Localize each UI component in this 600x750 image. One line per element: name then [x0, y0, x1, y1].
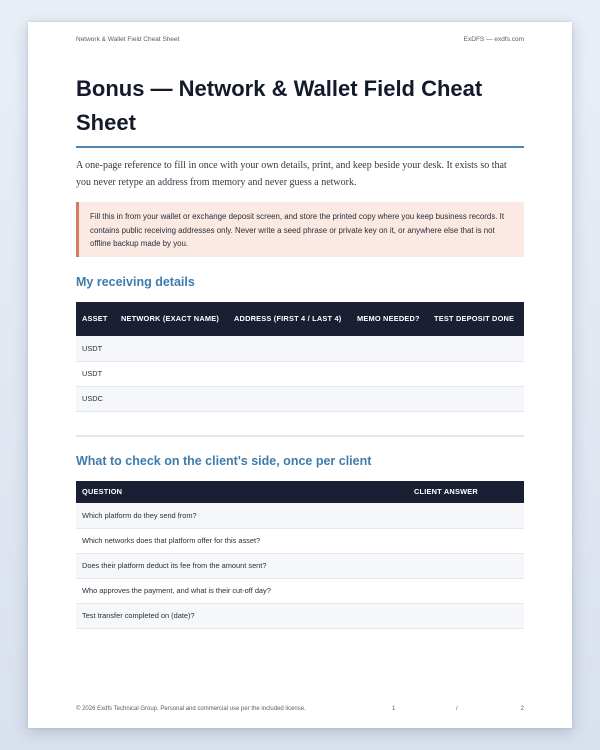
column-header: ASSET	[76, 302, 115, 336]
address-cell	[228, 386, 351, 411]
question-cell: Who approves the payment, and what is their cut-off day?	[76, 578, 408, 603]
memo-cell	[351, 386, 428, 411]
answer-cell	[408, 578, 524, 603]
question-cell: Test transfer completed on (date)?	[76, 603, 408, 628]
asset-cell	[76, 411, 115, 436]
network-cell	[115, 411, 228, 436]
address-cell	[228, 336, 351, 361]
section-divider	[76, 435, 524, 436]
answer-cell	[408, 528, 524, 553]
column-header: TEST DEPOSIT DONE	[428, 302, 524, 336]
answer-cell	[408, 503, 524, 528]
asset-cell: USDC	[76, 386, 115, 411]
question-cell: Which platform do they send from?	[76, 503, 408, 528]
address-cell	[228, 361, 351, 386]
memo-cell	[351, 336, 428, 361]
receiving-details-table	[76, 302, 524, 437]
section-heading-receiving: My receiving details	[76, 275, 195, 289]
table-row	[76, 361, 524, 386]
intro-paragraph: A one-page reference to fill in once with your own details, print, and keep beside your desk. It exists so that you never retype an address from memory and never guess a network.	[76, 160, 507, 188]
table-row	[76, 386, 524, 411]
table-row	[76, 503, 524, 528]
question-cell: Does their platform deduct its fee from the amount sent?	[76, 553, 408, 578]
table-header-row	[76, 302, 524, 336]
header-site: ExDFS — exdfs.com	[463, 36, 524, 43]
section-heading-client-checks: What to check on the client's side, once per client	[76, 454, 372, 468]
warning-callout: Fill this in from your wallet or exchange deposit screen, and store the printed copy where you keep business records. It contains public receiving addresses only. Never write a seed phrase or private key on it, or anywhere else that is not offline backup made by you.	[76, 202, 524, 257]
question-cell: Which networks does that platform offer for this asset?	[76, 528, 408, 553]
table-row	[76, 553, 524, 578]
title-underline	[76, 146, 524, 148]
document-page	[28, 22, 572, 728]
footer-copyright: © 2026 Exdfs Technical Group. Personal and commercial use per the included license.	[76, 706, 306, 712]
network-cell	[115, 361, 228, 386]
asset-cell: USDT	[76, 336, 115, 361]
answer-cell	[408, 603, 524, 628]
header-doc-title: Network & Wallet Field Cheat Sheet	[76, 36, 180, 43]
table-row	[76, 528, 524, 553]
answer-cell	[408, 553, 524, 578]
table-row	[76, 411, 524, 436]
network-cell	[115, 386, 228, 411]
column-header: MEMO NEEDED?	[351, 302, 428, 336]
column-header: ADDRESS (FIRST 4 / LAST 4)	[228, 302, 351, 336]
column-header: NETWORK (EXACT NAME)	[115, 302, 228, 336]
test-deposit-cell	[428, 361, 524, 386]
column-header: QUESTION	[76, 481, 408, 503]
address-cell	[228, 411, 351, 436]
memo-cell	[351, 411, 428, 436]
network-cell	[115, 336, 228, 361]
test-deposit-cell	[428, 336, 524, 361]
table-row	[76, 336, 524, 361]
table-header-row	[76, 481, 524, 503]
memo-cell	[351, 361, 428, 386]
page-number-separator: /	[456, 706, 458, 712]
page-title: Bonus — Network & Wallet Field Cheat Sheet	[76, 76, 483, 135]
page-number-current: 1	[392, 706, 396, 712]
table-row	[76, 578, 524, 603]
page-number-total: 2	[520, 706, 524, 712]
client-checks-table	[76, 481, 524, 629]
column-header: CLIENT ANSWER	[408, 481, 524, 503]
test-deposit-cell	[428, 411, 524, 436]
test-deposit-cell	[428, 386, 524, 411]
asset-cell: USDT	[76, 361, 115, 386]
table-row	[76, 603, 524, 628]
running-header	[76, 36, 524, 43]
